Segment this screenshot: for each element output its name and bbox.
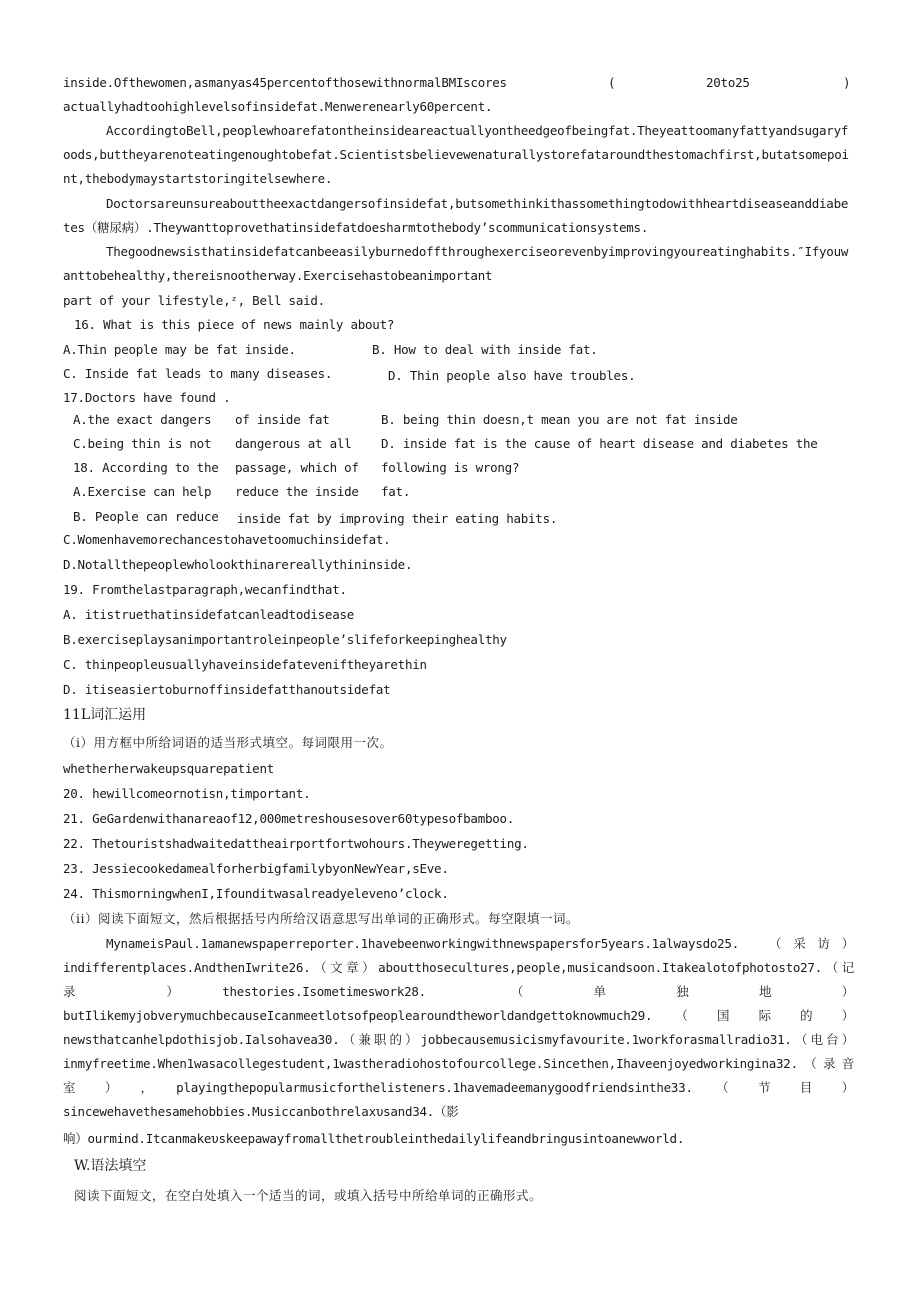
passage-line: anttobehealthy,thereisnootherway.Exercisehastobeanimportant: [63, 268, 493, 283]
instruction-part-i: （i）用方框中所给词语的适当形式填空。每词限用一次。: [63, 735, 393, 750]
option-18a-cont: fat.: [381, 484, 411, 499]
sentence-22: 22. Thetouristshadwaitedattheairportfortwohours.Theyweregetting.: [63, 836, 529, 851]
text-line: newsthatcanhelpdothisjob.Ialsohavea30.（兼职的）jobbecausemusicismyfavourite.1workforasmallradio31.（电台）: [63, 1032, 854, 1047]
option-19d: D. itiseasiertoburnoffinsidefatthanoutsidefat: [63, 682, 391, 697]
option-17c-cont: dangerous at all: [235, 436, 352, 451]
text-line: inmyfreetime.When1wasacollegestudent,1wastheradiohostofourcollege.Sincethen,Ihaveenjoyedworkingina32.（录音: [63, 1056, 854, 1071]
paren-close: ): [843, 75, 851, 90]
passage-line: AccordingtoBell,peoplewhoarefatontheinsideareactuallyontheedgeofbeingfat.Theyeattoomanyfattyandsugaryf: [106, 123, 849, 138]
text-line: butIlikemyjobverymuchbecauseIcanmeetlotsofpeoplearoundtheworldandgettoknowmuch29. （ 国 际 的 ）: [63, 1008, 854, 1023]
passage-line: inside.Ofthewomen,asmanyas45percentofthosewithnormalBMIscores: [63, 75, 507, 90]
instruction-part-ii: （ii）阅读下面短文，然后根据括号内所给汉语意思写出单词的正确形式。每空限填一词。: [63, 911, 579, 926]
passage-line: tes（糖尿病）.Theywanttoprovethatinsidefatdoesharmtothebody’scommunicationsystems.: [63, 220, 649, 235]
passage-line: part of your lifestyle,ᶻ, Bell said.: [63, 293, 325, 308]
option-16b: B. How to deal with inside fat.: [372, 342, 598, 357]
text-line: 录 ） thestories.Isometimeswork28. （ 单 独 地 ）: [63, 984, 854, 999]
question-19: 19. Fromthelastparagraph,wecanfindthat.: [63, 582, 347, 597]
option-18b: B. People can reduce: [73, 509, 219, 524]
passage-line: oods,buttheyarenoteatingenoughtobefat.Scientistsbelievewenaturallystorefataroundthestomachfirst,butatsomepoi: [63, 147, 849, 162]
option-18d: D.Notallthepeoplewholookthinarereallythininside.: [63, 557, 413, 572]
option-17b: B. being thin doesn,t mean you are not fat inside: [381, 412, 738, 427]
option-19b: B.exerciseplaysanimportantroleinpeople’slifeforkeepinghealthy: [63, 632, 507, 647]
option-18a-cont: reduce the inside: [235, 484, 359, 499]
paren-open: (: [608, 75, 616, 90]
sentence-20: 20. hewillcomeornotisn,timportant.: [63, 786, 311, 801]
grammar-instruction: 阅读下面短文，在空白处填入一个适当的词，或填入括号中所给单词的正确形式。: [74, 1188, 543, 1203]
question-16: 16. What is this piece of news mainly about?: [74, 317, 395, 332]
option-17c: C.being thin is not: [73, 436, 212, 451]
passage-line: nt,thebodymaystartstoringitelsewhere.: [63, 171, 333, 186]
option-16d: D. Thin people also have troubles.: [388, 368, 636, 383]
question-17: 17.Doctors have found .: [63, 390, 231, 405]
passage-line: actuallyhadtoohighlevelsofinsidefat.Menwerenearly60percent.: [63, 99, 493, 114]
option-19c: C. thinpeopleusuallyhaveinsidefateveniftheyarethin: [63, 657, 427, 672]
option-17d: D. inside fat is the cause of heart disease and diabetes the: [381, 436, 818, 451]
text-line: sincewehavethesamehobbies.Musiccanbothrelaxυsand34.（影: [63, 1104, 459, 1119]
option-16c: C. Inside fat leads to many diseases.: [63, 366, 333, 381]
question-18: 18. According to the: [73, 460, 219, 475]
text-line: 响）ourmind.Itcanmakeυskeepawayfromallthetroubleinthedailylifeandbringusintoanewworld.: [63, 1131, 685, 1146]
passage-line: Thegoodnewsisthatinsidefatcanbeeasilyburnedoffthroughexerciseorevenbyimprovingyoureatinghabits.″Ifyouw: [106, 244, 849, 259]
passage-line: Doctorsareunsureabouttheexactdangersofinsidefat,butsomethinkithassomethingtodowithheartdiseaseanddiabe: [106, 196, 849, 211]
section-title-vocabulary: 11L词汇运用: [63, 707, 147, 723]
option-18a: A.Exercise can help: [73, 484, 212, 499]
word-box: whetherherwakeupsquarepatient: [63, 761, 274, 776]
option-17a: A.the exact dangers: [73, 412, 212, 427]
option-18b-cont: inside fat by improving their eating habits.: [237, 511, 558, 526]
option-18c: C.Womenhavemorechancestohavetoomuchinsidefat.: [63, 532, 391, 547]
text-line: 室 ） ， playingthepopularmusicforthelisteners.1havemadeemanygoodfriendsinthe33. （ 节 目 ）: [63, 1080, 854, 1095]
option-19a: A. itistruethatinsidefatcanleadtodisease: [63, 607, 355, 622]
text-line: indifferentplaces.AndthenIwrite26.（文章）aboutthosecultures,people,musicandsoon.Itakealotofphotosto27.（记: [63, 960, 854, 975]
text-line: MynameisPaul.1amanewspaperreporter.1havebeenworkingwithnewspapersfor5years.1alwaysdo25. （采访）: [106, 936, 854, 951]
option-17a-cont: of inside fat: [235, 412, 330, 427]
option-16a: A.Thin people may be fat inside.: [63, 342, 296, 357]
sentence-24: 24. ThismorningwhenI,Ifounditwasalreadyeleveno’clock.: [63, 886, 449, 901]
section-title-grammar: W.语法填空: [74, 1158, 147, 1174]
bmi-range: 20to25: [706, 75, 750, 90]
sentence-21: 21. GeGardenwithanareaof12,000metreshousesover60typesofbamboo.: [63, 811, 515, 826]
question-18-cont: passage, which of: [235, 460, 359, 475]
question-18-cont: following is wrong?: [381, 460, 520, 475]
sentence-23: 23. JessiecookedamealforherbigfamilybyonNewYear,sEve.: [63, 861, 449, 876]
